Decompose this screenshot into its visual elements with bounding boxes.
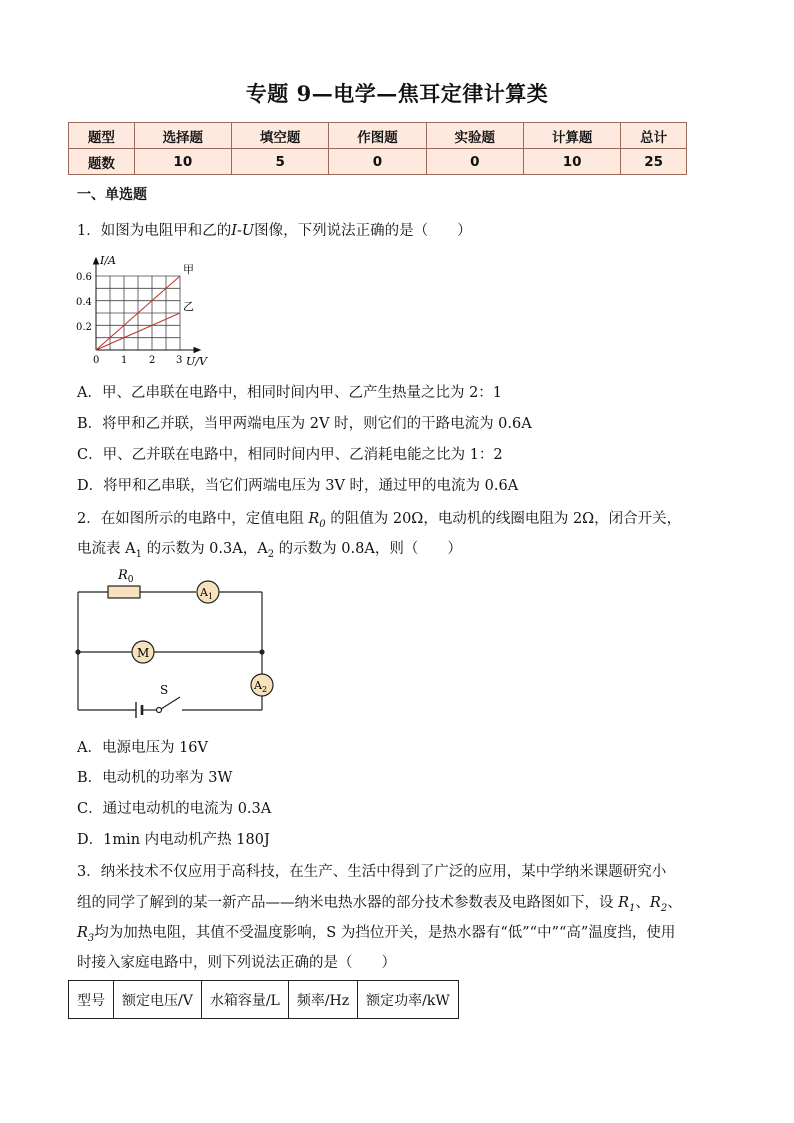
question-2-stem-line-1: 2．在如图所示的电路中，定值电阻 $R_0$ 的阻值为 20Ω，电动机的线圈电阻为 2Ω，闭合开关，: [77, 511, 682, 530]
summary-count-cell: 5: [231, 149, 328, 175]
summary-count-cell: 题数: [69, 149, 135, 175]
summary-header-cell: 作图题: [329, 123, 426, 149]
section-heading: 一、单选题: [77, 187, 147, 203]
summary-count-cell: 25: [621, 149, 687, 175]
summary-count-cell: 10: [134, 149, 231, 175]
resistor-label: $R_0$: [118, 568, 134, 585]
y-tick-label: 0.4: [76, 297, 92, 308]
q1-option-a: A．甲、乙串联在电路中，相同时间内甲、乙产生热量之比为 2：1: [77, 385, 503, 401]
q2-option-c: C．通过电动机的电流为 0.3A: [77, 801, 272, 817]
summary-count-cell: 0: [426, 149, 523, 175]
summary-header-cell: 总计: [621, 123, 687, 149]
junction-dot: [259, 649, 264, 654]
question-2-stem-line-2: 电流表 $A_1$ 的示数为 0.3A，$A_2$ 的示数为 0.8A，则（ ）: [77, 541, 462, 560]
circuit-diagram: [70, 560, 280, 725]
x-tick-label: 3: [176, 355, 183, 366]
spec-header-row: [69, 981, 459, 1019]
iu-graph: [72, 250, 232, 370]
question-3-stem-line-3: $R_3$均为加热电阻，其值不受温度影响，S 为挡位开关，是热水器有“低”“中”“高”温度挡，使用: [77, 925, 676, 944]
x-tick-label: 0: [93, 355, 100, 366]
water-heater-spec-table: [68, 980, 459, 1019]
series-label: 乙: [183, 300, 194, 313]
q2-option-d: D．1min 内电动机产热 180J: [77, 832, 270, 848]
page-title: 专题 9—电学—焦耳定律计算类: [245, 81, 549, 106]
spec-header-cell: 水箱容量/L: [201, 981, 288, 1019]
motor-label: M: [137, 646, 150, 660]
resistor-r0: [108, 586, 140, 598]
x-tick-label: 2: [149, 355, 156, 366]
question-3-stem-line-1: 3．纳米技术不仅应用于高科技，在生产、生活中得到了广泛的应用，某中学纳米课题研究小: [77, 864, 667, 880]
ammeter-a1-label: $A_1$: [200, 586, 214, 601]
summary-count-cell: 0: [329, 149, 426, 175]
q1-option-b: B．将甲和乙并联，当甲两端电压为 2V 时，则它们的干路电流为 0.6A: [77, 416, 532, 432]
question-type-summary-table: [68, 122, 687, 175]
summary-header-cell: 实验题: [426, 123, 523, 149]
spec-header-cell: 频率/Hz: [288, 981, 357, 1019]
series-label: 甲: [183, 263, 194, 276]
question-3-stem-line-4: 时接入家庭电路中，则下列说法正确的是（ ）: [77, 955, 396, 971]
switch-label: S: [160, 683, 169, 697]
ammeter-a2-label: $A_2$: [254, 679, 268, 694]
summary-count-cell: 10: [523, 149, 620, 175]
y-axis-label: I/A: [100, 254, 116, 267]
q2-option-a: A．电源电压为 16V: [77, 740, 209, 756]
iu-variable: I-U: [231, 223, 255, 239]
question-1-stem: 1．如图为电阻甲和乙的I-U图像，下列说法正确的是（ ）: [77, 223, 472, 239]
y-tick-label: 0.6: [76, 272, 92, 283]
q2-option-b: B．电动机的功率为 3W: [77, 770, 233, 786]
summary-header-cell: 题型: [69, 123, 135, 149]
spec-header-cell: 额定功率/kW: [358, 981, 459, 1019]
summary-count-row: [69, 149, 687, 175]
summary-header-cell: 填空题: [231, 123, 328, 149]
spec-header-cell: 型号: [69, 981, 114, 1019]
summary-header-row: [69, 123, 687, 149]
spec-header-cell: 额定电压/V: [114, 981, 202, 1019]
junction-dot: [75, 649, 80, 654]
x-tick-label: 1: [121, 355, 128, 366]
summary-header-cell: 选择题: [134, 123, 231, 149]
question-3-stem-line-2: 组的同学了解到的某一新产品——纳米电热水器的部分技术参数表及电路图如下，设 $R_1$、$R_2$、: [77, 895, 682, 914]
switch-contact: [157, 708, 162, 713]
summary-header-cell: 计算题: [523, 123, 620, 149]
q1-option-d: D．将甲和乙串联，当它们两端电压为 3V 时，通过甲的电流为 0.6A: [77, 478, 519, 494]
x-axis-label: U/V: [186, 355, 207, 368]
q1-option-c: C．甲、乙并联在电路中，相同时间内甲、乙消耗电能之比为 1：2: [77, 447, 503, 463]
y-tick-label: 0.2: [76, 322, 92, 333]
switch-lever: [161, 697, 180, 709]
